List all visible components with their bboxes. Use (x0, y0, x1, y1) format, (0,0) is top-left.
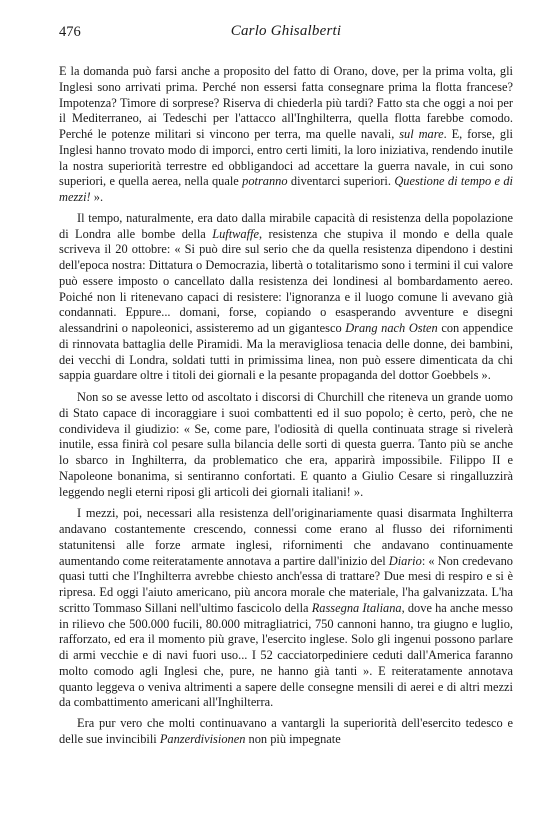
text-run: I mezzi, poi, necessari alla resistenza dell'originariamente quasi disarmata Inghilterra andavano costantemente crescendo, connessi come erano al flusso dei rifornimenti statunitensi alle forze armate inglesi, rifornimenti che andavano continuamente aumentando come reiteratamente annotava a partire dall'inizio del (59, 506, 513, 568)
text-run: non più impegnate (245, 731, 341, 746)
body-text (59, 64, 513, 748)
paragraph (59, 390, 513, 500)
text-run: . E, forse, gli Inglesi hanno trovato modo di imporci, entro certi limiti, la loro iniziativa, rendendo inutile la nostra superiorità terrestre ed obbligandoci ad accettare la guerra navale, in cui sono superiori, e quella aerea, nella quale (59, 127, 514, 189)
text-run: diventarci superiori. (287, 174, 395, 189)
page-header (59, 0, 513, 44)
text-run: , resistenza che stupiva il mondo e della quale scriveva il 20 ottobre: « Si può dire sul serio che da quella resistenza dipendono i destini dell'epoca nostra: Dittatura o Democrazia, libertà o totalitarismo sono i termini il cui valore può essere imposto o cancellato dalla resistenza dei londinesi al bombardamento aereo. Poiché non li ritenevano capaci di resistere: l'ignoranza e il luogo comune li avevano già condannati. Eppure... domani, forse, copiando o esasperando avventure e disegni alessandrini o napoleonici, assisteremo ad un gigantesco (59, 226, 513, 335)
text-run: Non so se avesse letto od ascoltato i discorsi di Churchill che riteneva un grande uomo di Stato capace di incoraggiare i suoi combattenti ed il suo popolo; è certo, però, che ne condivideva il giudizio: « Se, come pare, l'odiosità di quella continuata strage si rivelerà inutile, essa finirà col pesare sulla bilancia delle sorti di questa guerra. Tanto più se anche lo sbarco in Inghilterra, da problematico che era, apparirà impossibile. Filippo II e Napoleone bonanima, si sentiranno confortati. E quanto a Giulio Cesare si ringalluzzirà leggendo negli eterni riposi gli articoli dei giornali italiani! ». (59, 390, 513, 499)
page-number: 476 (59, 24, 81, 40)
running-head: Carlo Ghisalberti (230, 23, 342, 39)
text-run: Il tempo, naturalmente, era dato dalla mirabile capacità di resistenza della popolazione di Londra alle bombe della (59, 210, 513, 241)
italic-run: Rassegna Italiana (311, 600, 402, 615)
text-run: : « Non credevano quasi tutti che l'Inghilterra avrebbe chiesto anch'essa di trattare? Due mesi di respiro e si è ripresa. Ed oggi l'aiuto americano, più ancora morale che materiale, l'ha galvanizzata. L'ha scritto Tommaso Sillani nell'ultimo fascicolo della (59, 553, 513, 615)
italic-run: Diario (388, 553, 422, 568)
paragraph (59, 64, 513, 206)
italic-run: sul mare (399, 127, 444, 141)
paragraph (59, 506, 513, 711)
text-run: , dove ha anche messo in rilievo che 500.000 fucili, 80.000 mitragliatrici, 750 cannoni hanno, tra giugno e luglio, rafforzato, ed era il momento più grave, l'esercito inglese. Solo gli ingenui possono parlare di armi vecchie e di navi fuori uso... I 52 cacciatorpediniere ceduti dall'America faranno molto comodo agli Inglesi che, pure, ne hanno già tanti ». E reiteratamente annotava quanto leggeva o veniva altrimenti a sapere delle consegne mensili di aerei e di altri mezzi da combattimento americani all'Inghilterra. (59, 600, 513, 710)
italic-run: potranno (242, 174, 288, 189)
text-run: E la domanda può farsi anche a proposito del fatto di Orano, dove, per la prima volta, gli Inglesi sono arrivati prima. Perché non essersi fatta consegnare prima la flotta francese? Impotenza? Timore di sorprese? Riserva di chiederla più tardi? Fatto sta che oggi a noi per il Mediterraneo, ai Tedeschi per l'attacco all'Inghilterra, quella flotta farebbe comodo. Perché le potenze militari si vincono per terra, ma quelle navali, (59, 64, 513, 141)
italic-run: Drang nach Osten (345, 321, 438, 335)
text-run: ». (90, 190, 104, 204)
italic-run: Questione di tempo e di mezzi! (59, 174, 513, 204)
paragraph (59, 211, 513, 384)
text-run: Era pur vero che molti continuavano a vantargli la superiorità dell'esercito tedesco e delle sue invincibili (59, 716, 513, 746)
paragraph (59, 716, 513, 748)
italic-run: Panzerdivisionen (159, 731, 246, 746)
text-run: con appendice di rinnovata battaglia delle Piramidi. Ma la meravigliosa tenacia delle donne, dei bambini, dei vecchi di Londra, soldati tutti in primissima linea, non può essere dimenticata da chi sappia guardare oltre i titoli dei giornali e la pesante propaganda del dottor Goebbels ». (59, 321, 514, 383)
italic-run: Luftwaffe (212, 226, 260, 241)
